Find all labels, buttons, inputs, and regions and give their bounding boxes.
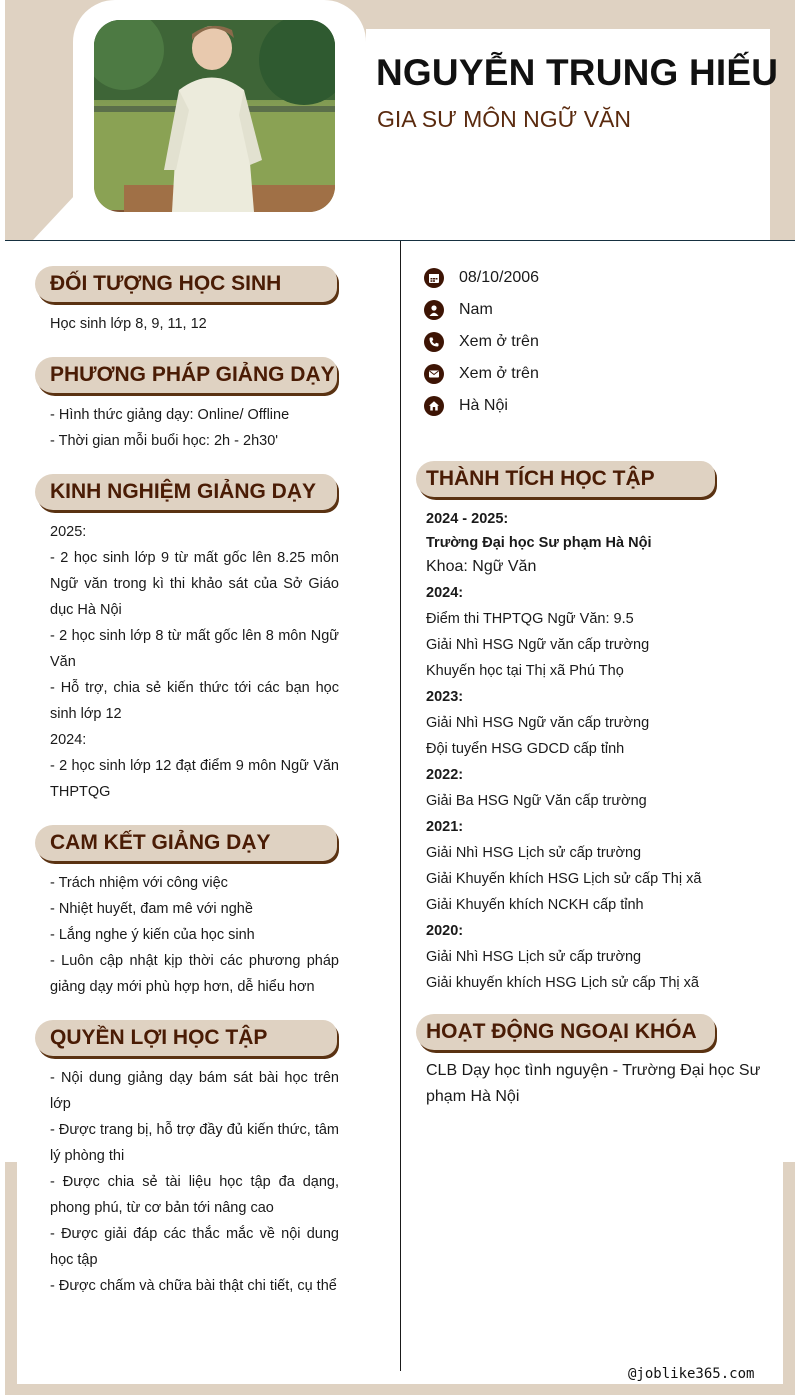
mail-icon	[424, 364, 444, 384]
contact-gender	[424, 298, 493, 322]
commitment-content	[50, 870, 339, 1000]
education-period: 2024 - 2025:	[426, 511, 509, 527]
achievement-item: Giải Nhì HSG Lịch sử cấp trường	[426, 949, 642, 965]
method-line: - Hình thức giảng dạy: Online/ Offline	[50, 407, 290, 423]
profile-photo	[94, 20, 335, 212]
achievement-item: Giải Khuyến khích NCKH cấp tỉnh	[426, 897, 644, 913]
commitment-line: - Lắng nghe ý kiến của học sinh	[50, 927, 255, 943]
benefits-line: - Nội dung giảng dạy bám sát bài học trên lớp	[50, 1070, 339, 1112]
section-method-heading: PHƯƠNG PHÁP GIẢNG DẠY	[35, 357, 337, 393]
achievements-content	[426, 506, 766, 996]
calendar-icon	[424, 268, 444, 288]
achievement-item: Giải khuyến khích HSG Lịch sử cấp Thị xã	[426, 975, 699, 991]
benefits-content	[50, 1065, 339, 1299]
experience-line: - 2 học sinh lớp 9 từ mất gốc lên 8.25 môn Ngữ văn trong kì thi khảo sát của Sở Giáo dục Hà Nội	[50, 550, 339, 618]
achievement-year: 2022:	[426, 767, 464, 783]
achievement-item: Khuyến học tại Thị xã Phú Thọ	[426, 663, 624, 679]
gender-text: Nam	[459, 301, 493, 318]
benefits-line: - Được chia sẻ tài liệu học tập đa dạng, phong phú, từ cơ bản tới nâng cao	[50, 1174, 339, 1216]
experience-line: 2024:	[50, 732, 87, 748]
benefits-line: - Được trang bị, hỗ trợ đầy đủ kiến thức, tâm lý phòng thi	[50, 1122, 339, 1164]
achievement-year: 2021:	[426, 819, 464, 835]
address-text: Hà Nội	[459, 397, 508, 414]
students-content	[50, 311, 339, 337]
experience-line: - 2 học sinh lớp 12 đạt điểm 9 môn Ngữ Văn THPTQG	[50, 758, 339, 800]
benefits-line: - Được chấm và chữa bài thật chi tiết, cụ thể	[50, 1278, 337, 1294]
corner-diagonal	[33, 195, 75, 241]
achievement-item: Giải Khuyến khích HSG Lịch sử cấp Thị xã	[426, 871, 702, 887]
section-students-heading: ĐỐI TƯỢNG HỌC SINH	[35, 266, 337, 302]
achievement-item: Giải Ba HSG Ngữ Văn cấp trường	[426, 793, 647, 809]
method-content	[50, 402, 339, 454]
section-benefits-heading: QUYỀN LỢI HỌC TẬP	[35, 1020, 337, 1056]
birthdate-text: 08/10/2006	[459, 269, 540, 286]
email-text: Xem ở trên	[459, 365, 539, 382]
experience-line: - 2 học sinh lớp 8 từ mất gốc lên 8 môn Ngữ Văn	[50, 628, 339, 670]
achievement-item: Đội tuyển HSG GDCD cấp tỉnh	[426, 741, 625, 757]
section-extracurricular-heading: HOẠT ĐỘNG NGOẠI KHÓA	[416, 1014, 715, 1050]
extracurricular-text: CLB Dạy học tình nguyện - Trường Đại học Sư phạm Hà Nội	[426, 1062, 761, 1105]
contact-phone	[424, 330, 539, 354]
experience-line: 2025:	[50, 524, 87, 540]
achievement-year: 2023:	[426, 689, 464, 705]
achievement-year: 2020:	[426, 923, 464, 939]
phone-text: Xem ở trên	[459, 333, 539, 350]
school-name: Trường Đại học Sư phạm Hà Nội	[426, 535, 652, 551]
contact-birthdate	[424, 266, 539, 290]
contact-address	[424, 394, 508, 418]
contact-email	[424, 362, 539, 386]
footer-watermark: @joblike365.com	[628, 1366, 755, 1382]
achievement-item: Giải Nhì HSG Ngữ văn cấp trường	[426, 637, 650, 653]
benefits-line: - Được giải đáp các thắc mắc về nội dung học tập	[50, 1226, 339, 1268]
experience-content	[50, 519, 339, 805]
achievement-item: Giải Nhì HSG Lịch sử cấp trường	[426, 845, 642, 861]
section-commitment-heading: CAM KẾT GIẢNG DẠY	[35, 825, 337, 861]
section-achievements-heading: THÀNH TÍCH HỌC TẬP	[416, 461, 715, 497]
method-line: - Thời gian mỗi buổi học: 2h - 2h30'	[50, 433, 279, 449]
person-icon	[424, 300, 444, 320]
commitment-line: - Luôn cập nhật kịp thời các phương pháp giảng dạy mới phù hợp hơn, dễ hiểu hơn	[50, 953, 339, 995]
achievement-year: 2024:	[426, 585, 464, 601]
candidate-name: NGUYỄN TRUNG HIẾU	[376, 52, 779, 93]
column-divider	[400, 241, 401, 1371]
students-line: Học sinh lớp 8, 9, 11, 12	[50, 316, 207, 332]
home-icon	[424, 396, 444, 416]
phone-icon	[424, 332, 444, 352]
commitment-line: - Nhiệt huyết, đam mê với nghề	[50, 901, 253, 917]
job-title: GIA SƯ MÔN NGỮ VĂN	[377, 106, 631, 132]
experience-line: - Hỗ trợ, chia sẻ kiến thức tới các bạn học sinh lớp 12	[50, 680, 339, 722]
commitment-line: - Trách nhiệm với công việc	[50, 875, 228, 891]
faculty-text: Khoa: Ngữ Văn	[426, 558, 537, 575]
achievement-item: Điểm thi THPTQG Ngữ Văn: 9.5	[426, 611, 634, 627]
achievement-item: Giải Nhì HSG Ngữ văn cấp trường	[426, 715, 650, 731]
section-experience-heading: KINH NGHIỆM GIẢNG DẠY	[35, 474, 337, 510]
